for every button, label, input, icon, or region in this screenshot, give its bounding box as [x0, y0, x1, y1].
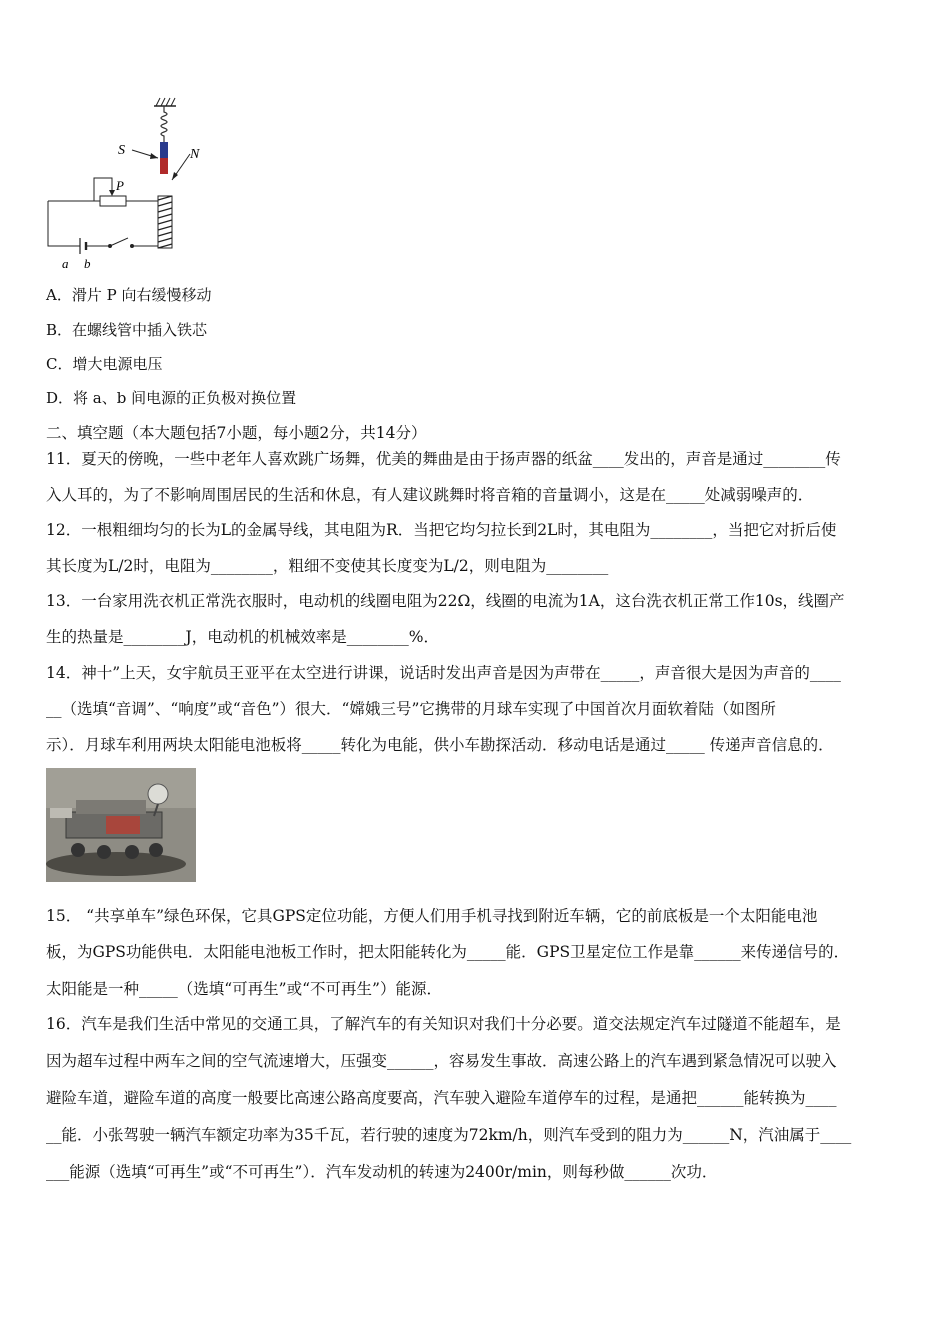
q16-line-4: __能．小张驾驶一辆汽车额定功率为35千瓦，若行驶的速度为72km/h，则汽车受到的阻力为______N，汽油属于____ [46, 1126, 852, 1144]
q16-line-1: 16．汽车是我们生活中常见的交通工具，了解汽车的有关知识对我们十分必要。道交法规定汽车过隧道不能超车，是 [46, 1015, 841, 1033]
q11-line-1: 11．夏天的傍晚，一些中老年人喜欢跳广场舞，优美的舞曲是由于扬声器的纸盆____发出的，声音是通过________传 [46, 450, 841, 468]
q16-line-3: 避险车道，避险车道的高度一般要比高速公路高度要高，汽车驶入避险车道停车的过程，是通把______能转换为____ [46, 1089, 837, 1107]
q15-line-3: 太阳能是一种_____（选填“可再生”或“不可再生”）能源． [46, 980, 442, 998]
q13-line-1: 13．一台家用洗衣机正常洗衣服时，电动机的线圈电阻为22Ω，线圈的电流为1A，这台洗衣机正常工作10s，线圈产 [46, 592, 845, 610]
q12-line-1: 12．一根粗细均匀的长为L的金属导线，其电阻为R．当把它均匀拉长到2L时，其电阻为________，当把它对折后使 [46, 521, 837, 539]
q12-line-2: 其长度为L/2时，电阻为________，粗细不变使其长度变为L/2，则电阻为________ [46, 557, 609, 575]
q14-line-1: 14．神十”上天，女宇航员王亚平在太空进行讲课，说话时发出声音是因为声带在_____，声音很大是因为声音的____ [46, 664, 841, 682]
q14-line-3: 示）．月球车利用两块太阳能电池板将_____转化为电能，供小车勘探活动．移动电话是通过_____ 传递声音信息的． [46, 736, 834, 754]
q14-line-2: __（选填“音调”、“响度”或“音色”）很大．“嫦娥三号”它携带的月球车实现了中国首次月面软着陆（如图所 [46, 700, 776, 718]
label-p: P [116, 178, 124, 193]
label-n: N [190, 147, 200, 162]
option-a: A．滑片 P 向右缓慢移动 [46, 286, 212, 304]
lunar-rover-photo [46, 768, 196, 882]
circuit-figure [40, 96, 230, 272]
magnet-south-half [160, 142, 168, 158]
q15-line-2: 板，为GPS功能供电．太阳能电池板工作时，把太阳能转化为_____能．GPS卫星定位工作是靠______来传递信号的． [46, 943, 850, 961]
q16-line-2: 因为超车过程中两车之间的空气流速增大，压强变______，容易发生事故．高速公路上的汽车遇到紧急情况可以驶入 [46, 1052, 837, 1070]
magnet-north-half [160, 158, 168, 174]
option-b: B．在螺线管中插入铁芯 [46, 321, 208, 339]
q16-line-5: ___能源（选填“可再生”或“不可再生”）．汽车发动机的转速为2400r/min，则每秒做______次功． [46, 1163, 718, 1181]
label-s: S [118, 143, 125, 158]
q15-line-1: 15． “共享单车”绿色环保，它具GPS定位功能，方便人们用手机寻找到附近车辆，它的前底板是一个太阳能电池 [46, 907, 818, 925]
label-a: a [62, 256, 69, 271]
label-b: b [84, 256, 91, 271]
q13-line-2: 生的热量是________J，电动机的机械效率是________%． [46, 628, 439, 646]
option-c: C．增大电源电压 [46, 355, 163, 373]
q11-line-2: 入人耳的，为了不影响周围居民的生活和休息，有人建议跳舞时将音箱的音量调小，这是在_____处减弱噪声的． [46, 486, 814, 504]
option-d: D．将 a、b 间电源的正负极对换位置 [46, 389, 297, 407]
section-heading: 二、填空题（本大题包括7小题，每小题2分，共14分） [46, 424, 427, 442]
